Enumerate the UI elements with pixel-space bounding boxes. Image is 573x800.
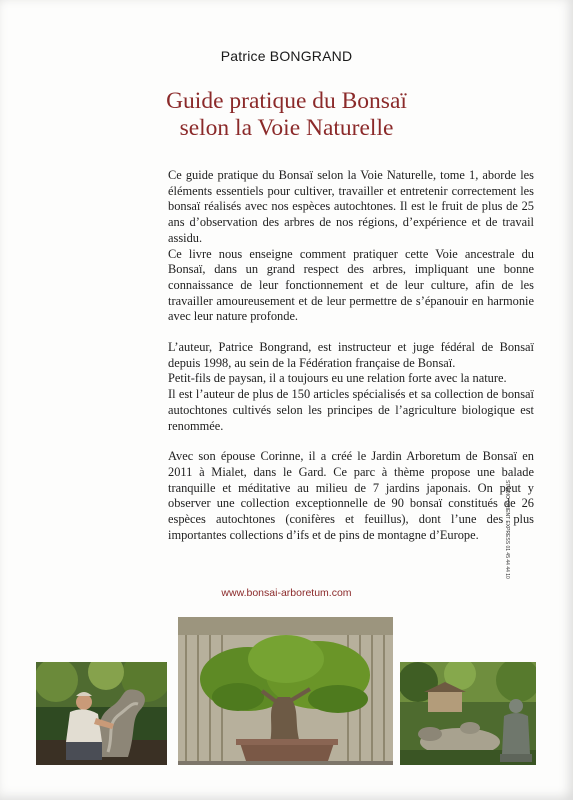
paragraph: Ce guide pratique du Bonsaï selon la Voie Naturelle, tome 1, aborde les éléments essentiels pour cultiver, travailler et entretenir correctement les bonsaï réalisés avec nos espèces autochtones. Il est le fruit de plus de 25 ans d’observation des arbres de nos régions, d’expérience et de travail assidu. [168, 168, 534, 245]
photo-japanese-garden [400, 662, 536, 765]
title-line-1: Guide pratique du Bonsaï [166, 88, 407, 114]
title-line-2: selon la Voie Naturelle [179, 115, 394, 141]
paragraph: Ce livre nous enseigne comment pratiquer cette Voie ancestrale du Bonsaï, dans un grand respect des arbres, impliquant une bonne connaissance de leur fonctionnement et de leur culture, afin de les travailler amoureusement et de leur permettre de s’épanouir en harmonie avec leur nature profonde. [168, 246, 534, 324]
paragraph: L’auteur, Patrice Bongrand, est instructeur et juge fédéral de Bonsaï depuis 1998, au sein de la Fédération française de Bonsaï. [168, 340, 534, 370]
book-title [0, 88, 573, 142]
blurb-text [168, 168, 534, 543]
author-name: Patrice BONGRAND [220, 48, 353, 64]
paragraph: Petit-fils de paysan, il a toujours eu une relation forte avec la nature. [168, 371, 507, 386]
photo-gardener-working [36, 662, 167, 765]
paragraph: Avec son épouse Corinne, il a créé le Jardin Arboretum de Bonsaï en 2011 à Mialet, dans le Gard. Ce parc à thème propose une balade tranquille et méditative au milieu de 7 jardins japonais. On peut y observer une collection exceptionnelle de 90 bonsaï constitués de 26 espèces autochtones (conifères et feuillus), dont l’une des plus importantes collections d’ifs et de pins de montagne d’Europe. [168, 449, 534, 542]
website-link[interactable]: www.bonsai-arboretum.com [221, 587, 352, 599]
studio-credit: STUDIO ORIENT EXPRESS 01 45 44 44 10 [504, 480, 510, 579]
paragraph: Il est l’auteur de plus de 150 articles spécialisés et sa collection de bonsaï autochtones cultivés selon les principes de l’agriculture biologique est renommée. [168, 387, 534, 433]
photo-bonsai-tree [178, 617, 393, 765]
